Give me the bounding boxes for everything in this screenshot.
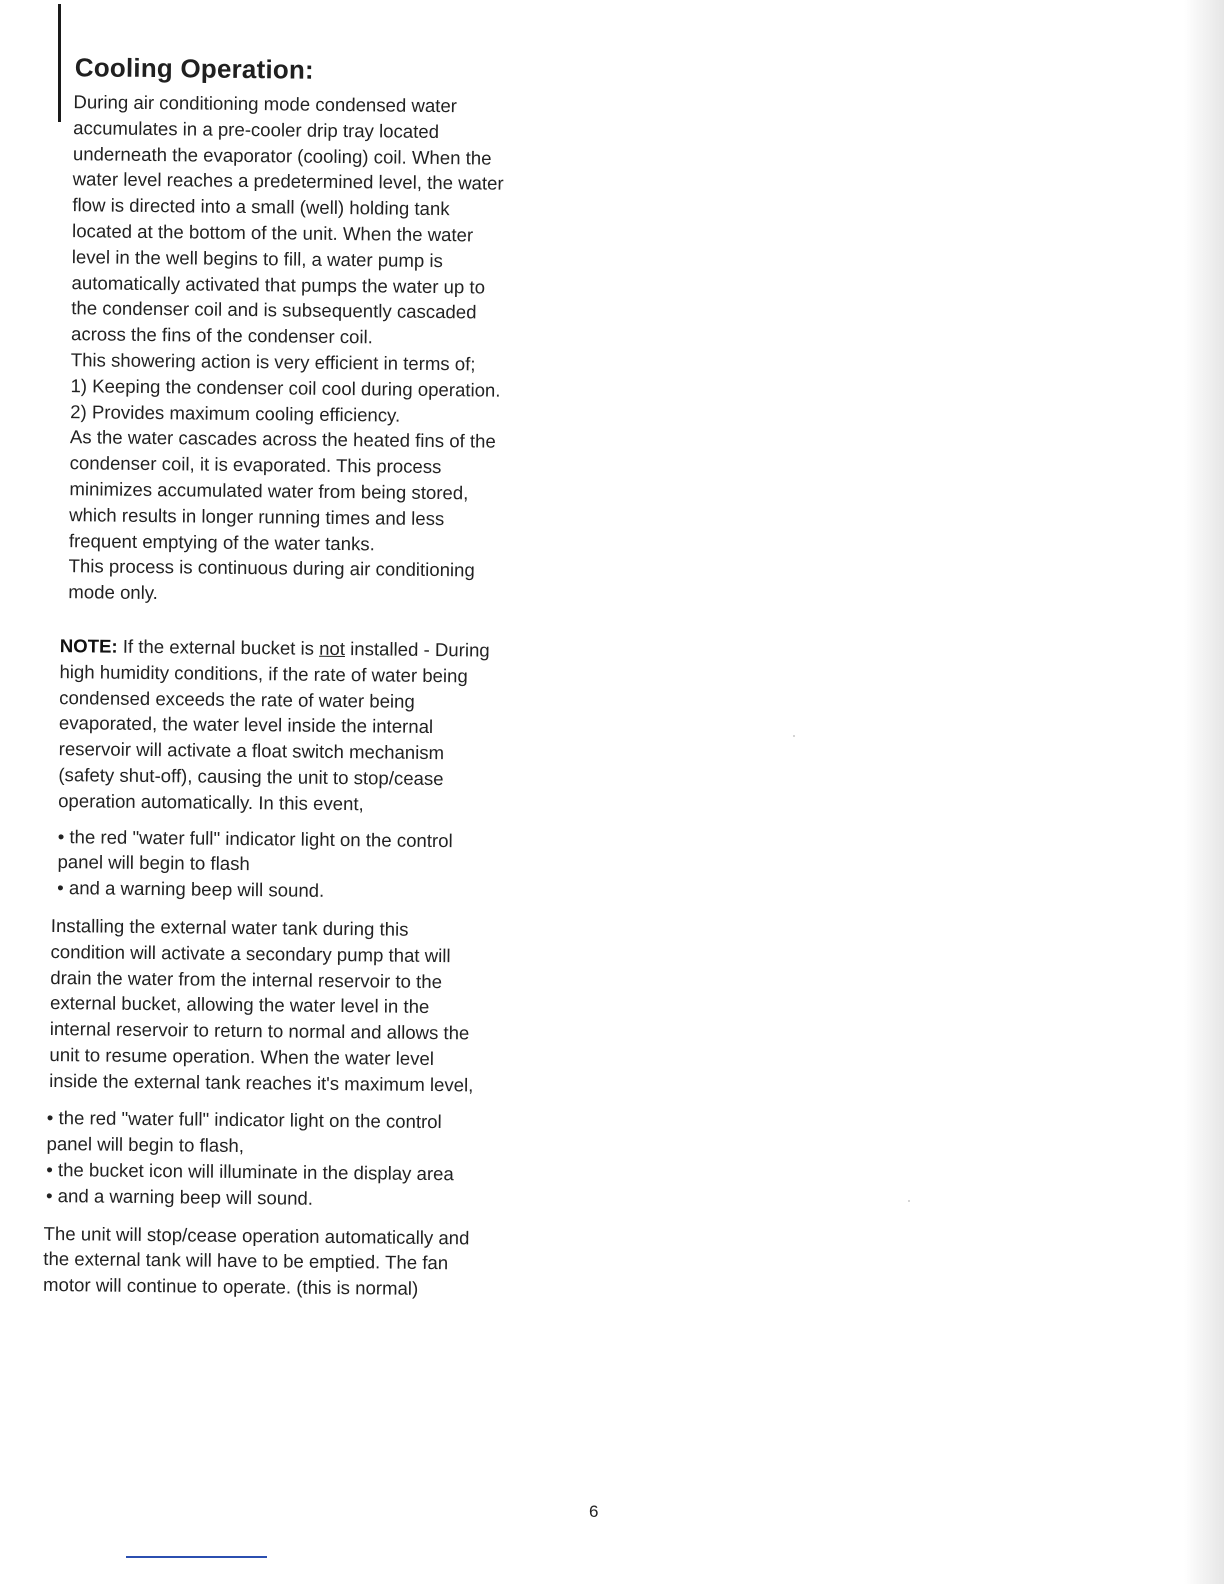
text-line: inside the external tank reaches it's maximum level, bbox=[49, 1069, 474, 1096]
note-underlined-word: not bbox=[319, 637, 346, 659]
text-line: water level reaches a predetermined level, the water bbox=[72, 168, 504, 195]
install-paragraph bbox=[45, 913, 587, 1099]
list-item: • and a warning beep will sound. bbox=[57, 877, 325, 901]
text-line: As the water cascades across the heated fins of the bbox=[69, 426, 496, 452]
text-line: Installing the external water tank during this bbox=[50, 914, 409, 940]
text-line: evaporated, the water level inside the internal bbox=[58, 712, 434, 738]
page-title: Cooling Operation: bbox=[74, 52, 315, 85]
list-item: • the bucket icon will illuminate in the display area bbox=[46, 1159, 454, 1185]
note-text-after: installed - During bbox=[344, 637, 490, 661]
text-line: accumulates in a pre-cooler drip tray located bbox=[73, 116, 440, 142]
text-line: the condenser coil and is subsequently cascaded bbox=[71, 297, 477, 323]
footer-rule bbox=[126, 1556, 267, 1558]
bullet-list-first bbox=[47, 823, 588, 906]
text-line: underneath the evaporator (cooling) coil. When the bbox=[72, 142, 492, 169]
text-line: condensed exceeds the rate of water being bbox=[59, 686, 415, 712]
text-line: (safety shut-off), causing the unit to stop/cease bbox=[58, 763, 444, 790]
scan-shadow-edge bbox=[1184, 0, 1224, 1584]
text-line: condenser coil, it is evaporated. This process bbox=[69, 452, 442, 478]
text-line: 1) Keeping the condenser coil cool during operation. bbox=[70, 374, 501, 401]
scan-speck bbox=[908, 1200, 910, 1202]
text-line: automatically activated that pumps the water up to bbox=[71, 271, 486, 298]
text-line: operation automatically. In this event, bbox=[58, 789, 364, 814]
text-line: The unit will stop/cease operation automatically and bbox=[43, 1222, 470, 1249]
note-paragraph bbox=[48, 633, 590, 819]
text-line: the external tank will have to be emptied. The fan bbox=[43, 1248, 449, 1274]
text-line: level in the well begins to fill, a water pump is bbox=[71, 245, 443, 271]
scan-speck bbox=[793, 735, 795, 737]
intro-paragraph bbox=[50, 89, 595, 611]
note-label: NOTE: bbox=[59, 635, 118, 657]
text-line: external bucket, allowing the water level in the bbox=[49, 992, 430, 1018]
text-line: This process is continuous during air conditioning bbox=[68, 555, 475, 581]
text-line: across the fins of the condenser coil. bbox=[70, 323, 373, 348]
text-line: 2) Provides maximum cooling efficiency. bbox=[70, 400, 401, 426]
text-line: located at the bottom of the unit. When the water bbox=[72, 220, 474, 246]
final-paragraph bbox=[43, 1221, 584, 1304]
page-number: 6 bbox=[589, 1502, 599, 1521]
list-item: • the red "water full" indicator light on the control bbox=[57, 825, 453, 851]
list-item: panel will begin to flash bbox=[57, 851, 250, 875]
text-line: unit to resume operation. When the water level bbox=[49, 1043, 435, 1069]
text-line: motor will continue to operate. (this is normal) bbox=[42, 1274, 419, 1300]
page-content bbox=[43, 52, 596, 1304]
text-line: condition will activate a secondary pump that will bbox=[50, 940, 451, 966]
note-text-before: If the external bucket is bbox=[117, 635, 320, 659]
text-line: This showering action is very efficient in terms of; bbox=[70, 349, 476, 375]
list-item: panel will begin to flash, bbox=[46, 1133, 245, 1157]
text-line: high humidity conditions, if the rate of water being bbox=[59, 660, 468, 687]
text-line: which results in longer running times and less bbox=[69, 503, 445, 529]
bullet-list-second bbox=[44, 1105, 585, 1214]
text-line: internal reservoir to return to normal and allows the bbox=[49, 1018, 470, 1044]
text-line: reservoir will activate a float switch mechanism bbox=[58, 738, 445, 764]
text-line: drain the water from the internal reservoir to the bbox=[50, 966, 443, 992]
text-line: frequent emptying of the water tanks. bbox=[68, 529, 375, 554]
text-line: During air conditioning mode condensed water bbox=[73, 91, 458, 117]
text-line: mode only. bbox=[68, 581, 159, 604]
list-item: • and a warning beep will sound. bbox=[45, 1184, 314, 1209]
text-line: minimizes accumulated water from being stored, bbox=[69, 478, 469, 504]
list-item: • the red "water full" indicator light on the control bbox=[46, 1107, 442, 1133]
text-line: flow is directed into a small (well) holding tank bbox=[72, 194, 450, 220]
